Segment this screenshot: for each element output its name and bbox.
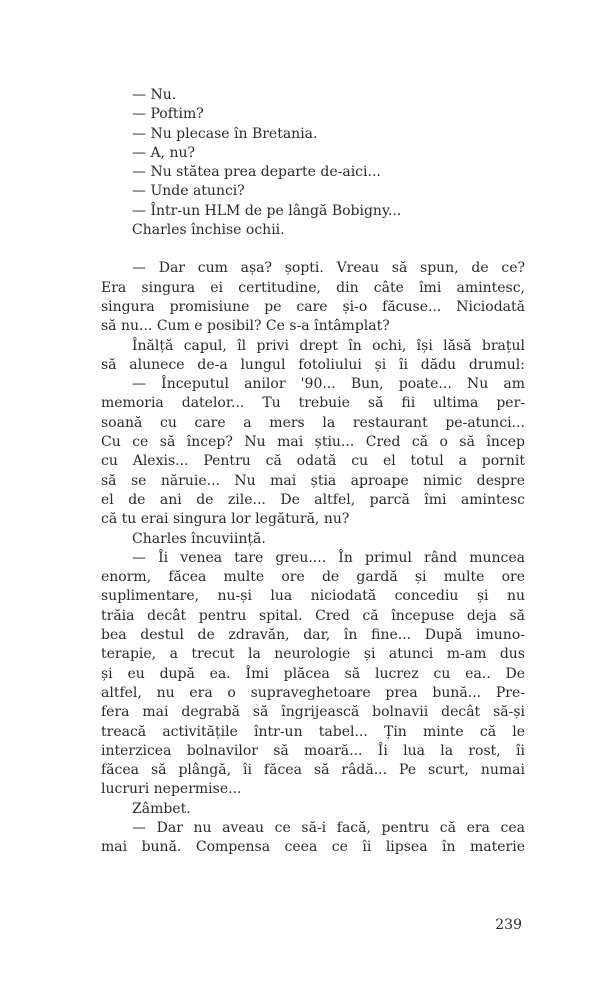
text-line: Era singura ei certitudine, din câte îmi amintesc, bbox=[101, 279, 525, 296]
text-line: interzicea bolnavilor să moară... Îi lua la rost, îi bbox=[101, 742, 525, 759]
text-line: Charles închise ochii. bbox=[132, 222, 285, 239]
text-line: cu Alexis... Pentru că odată cu el totul a pornit bbox=[101, 453, 525, 470]
text-line: enorm, făcea multe ore de gardă și multe ore bbox=[101, 569, 525, 586]
text-line: — Începutul anilor '90... Bun, poate... Nu am bbox=[132, 376, 525, 393]
text-line: Înălță capul, îl privi drept în ochi, își lăsă brațul bbox=[132, 337, 525, 354]
paragraph-gap bbox=[101, 240, 525, 259]
text-line: terapie, a trecut la neurologie și atunci m-am dus bbox=[101, 646, 525, 663]
text-line: mai bună. Compensa ceea ce îi lipsea în materie bbox=[101, 839, 525, 856]
text-line: — Unde atunci? bbox=[132, 183, 245, 200]
text-line: memoria datelor... Tu trebuie să fii ultima per- bbox=[101, 395, 525, 412]
text-line: Charles încuviință. bbox=[132, 530, 266, 547]
text-line: — Poftim? bbox=[132, 106, 204, 123]
text-line: suplimentare, nu-și lua niciodată concediu și nu bbox=[101, 588, 525, 605]
text-line: — Dar cum așa? șopti. Vreau să spun, de ce? bbox=[132, 260, 525, 277]
text-line: — Într-un HLM de pe lângă Bobigny... bbox=[132, 202, 402, 219]
text-line: soană cu care a mers la restaurant pe-atunci... bbox=[101, 414, 525, 431]
text-line: că tu erai singura lor legătură, nu? bbox=[101, 511, 350, 528]
page-number: 239 bbox=[495, 917, 522, 933]
text-line: el de ani de zile... De altfel, parcă îmi amintesc bbox=[101, 491, 525, 508]
text-line: făcea să plângă, îi făcea să râdă... Pe scurt, numai bbox=[101, 762, 525, 779]
text-line: bea destul de zdravăn, dar, în fine... După imuno- bbox=[101, 627, 525, 644]
text-line: — Îi venea tare greu.... În primul rând muncea bbox=[132, 549, 525, 566]
text-line: lucruri nepermise... bbox=[101, 781, 242, 798]
text-line: Cu ce să încep? Nu mai știu... Cred că o să încep bbox=[101, 434, 525, 451]
text-line: să se năruie... Nu mai știa aproape nimic despre bbox=[101, 472, 525, 489]
text-line: — Nu. bbox=[132, 87, 177, 103]
text-line: să alunece de-a lungul fotoliului și îi dădu drumul: bbox=[101, 356, 525, 373]
text-line: — Dar nu aveau ce să-i facă, pentru că era cea bbox=[132, 819, 525, 836]
text-line: — Nu plecase în Bretania. bbox=[132, 125, 318, 142]
text-line: Zâmbet. bbox=[132, 800, 191, 817]
text-line: să nu... Cum e posibil? Ce s-a întâmplat? bbox=[101, 318, 390, 335]
text-line: altfel, nu era o supraveghetoare prea bună... Pre- bbox=[101, 684, 525, 701]
text-line: trăia decât pentru spital. Cred că începuse deja să bbox=[101, 607, 525, 624]
text-line: treacă activitățile într-un tabel... Țin minte că le bbox=[101, 723, 525, 740]
text-line: fera mai degrabă să îngrijească bolnavii decât să-și bbox=[101, 704, 525, 721]
page-text bbox=[101, 86, 525, 858]
text-line: și eu după ea. Îmi plăcea să lucrez cu ea.. De bbox=[101, 665, 525, 682]
text-line: singura promisiune pe care și-o făcuse... Niciodată bbox=[101, 298, 525, 315]
text-line: — A, nu? bbox=[132, 144, 195, 161]
text-line: — Nu stătea prea departe de-aici... bbox=[132, 164, 381, 181]
